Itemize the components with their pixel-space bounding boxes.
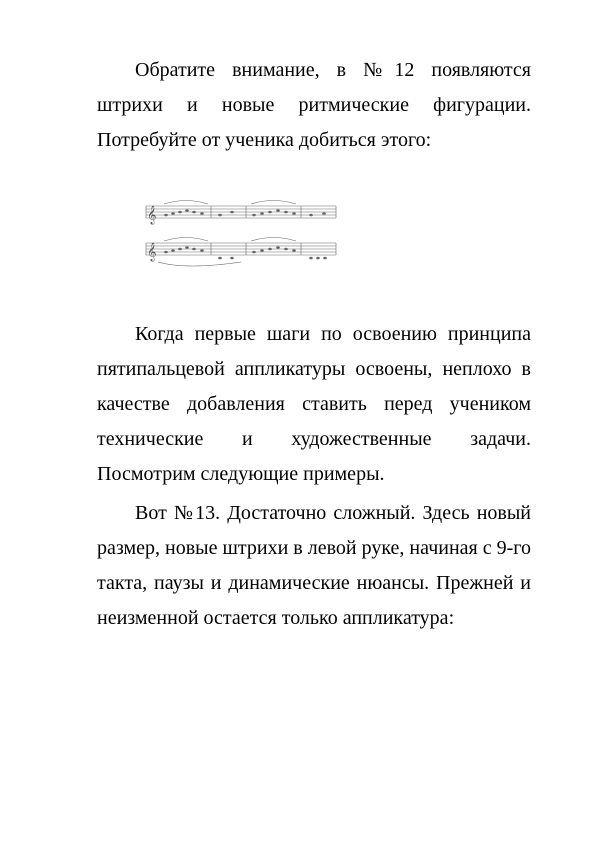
paragraph-3 [97, 496, 531, 636]
text-line: Вот №13. Достаточно сложный. Здесь новый [135, 502, 531, 524]
text-line: Посмотрим следующие примеры. [97, 463, 385, 485]
text-line: Когда первые шаги по освоению принципа [135, 323, 531, 345]
text-line: качестве добавления ставить перед учеником [97, 393, 531, 415]
svg-text:𝄞: 𝄞 [147, 242, 157, 261]
text-line: пятипальцевой аппликатуры освоены, неплохо в [97, 358, 531, 380]
text-line: Потребуйте от ученика добиться этого: [97, 129, 432, 151]
text-line: такта, паузы и динамические нюансы. Прежней и [97, 572, 531, 594]
text-line: размер, новые штрихи в левой руке, начиная с 9-го [97, 537, 531, 559]
text-line: Обратите внимание, в №12 появляются [135, 59, 531, 81]
paragraph-2 [97, 317, 531, 492]
text-line: штрихи и новые ритмические фигурации. [97, 94, 531, 116]
svg-text:𝄞: 𝄞 [147, 205, 157, 224]
music-score-image [136, 198, 340, 273]
paragraph-1 [97, 53, 531, 158]
text-line: технические и художественные задачи. [97, 428, 531, 450]
text-line: неизменной остается только аппликатура: [97, 607, 455, 629]
